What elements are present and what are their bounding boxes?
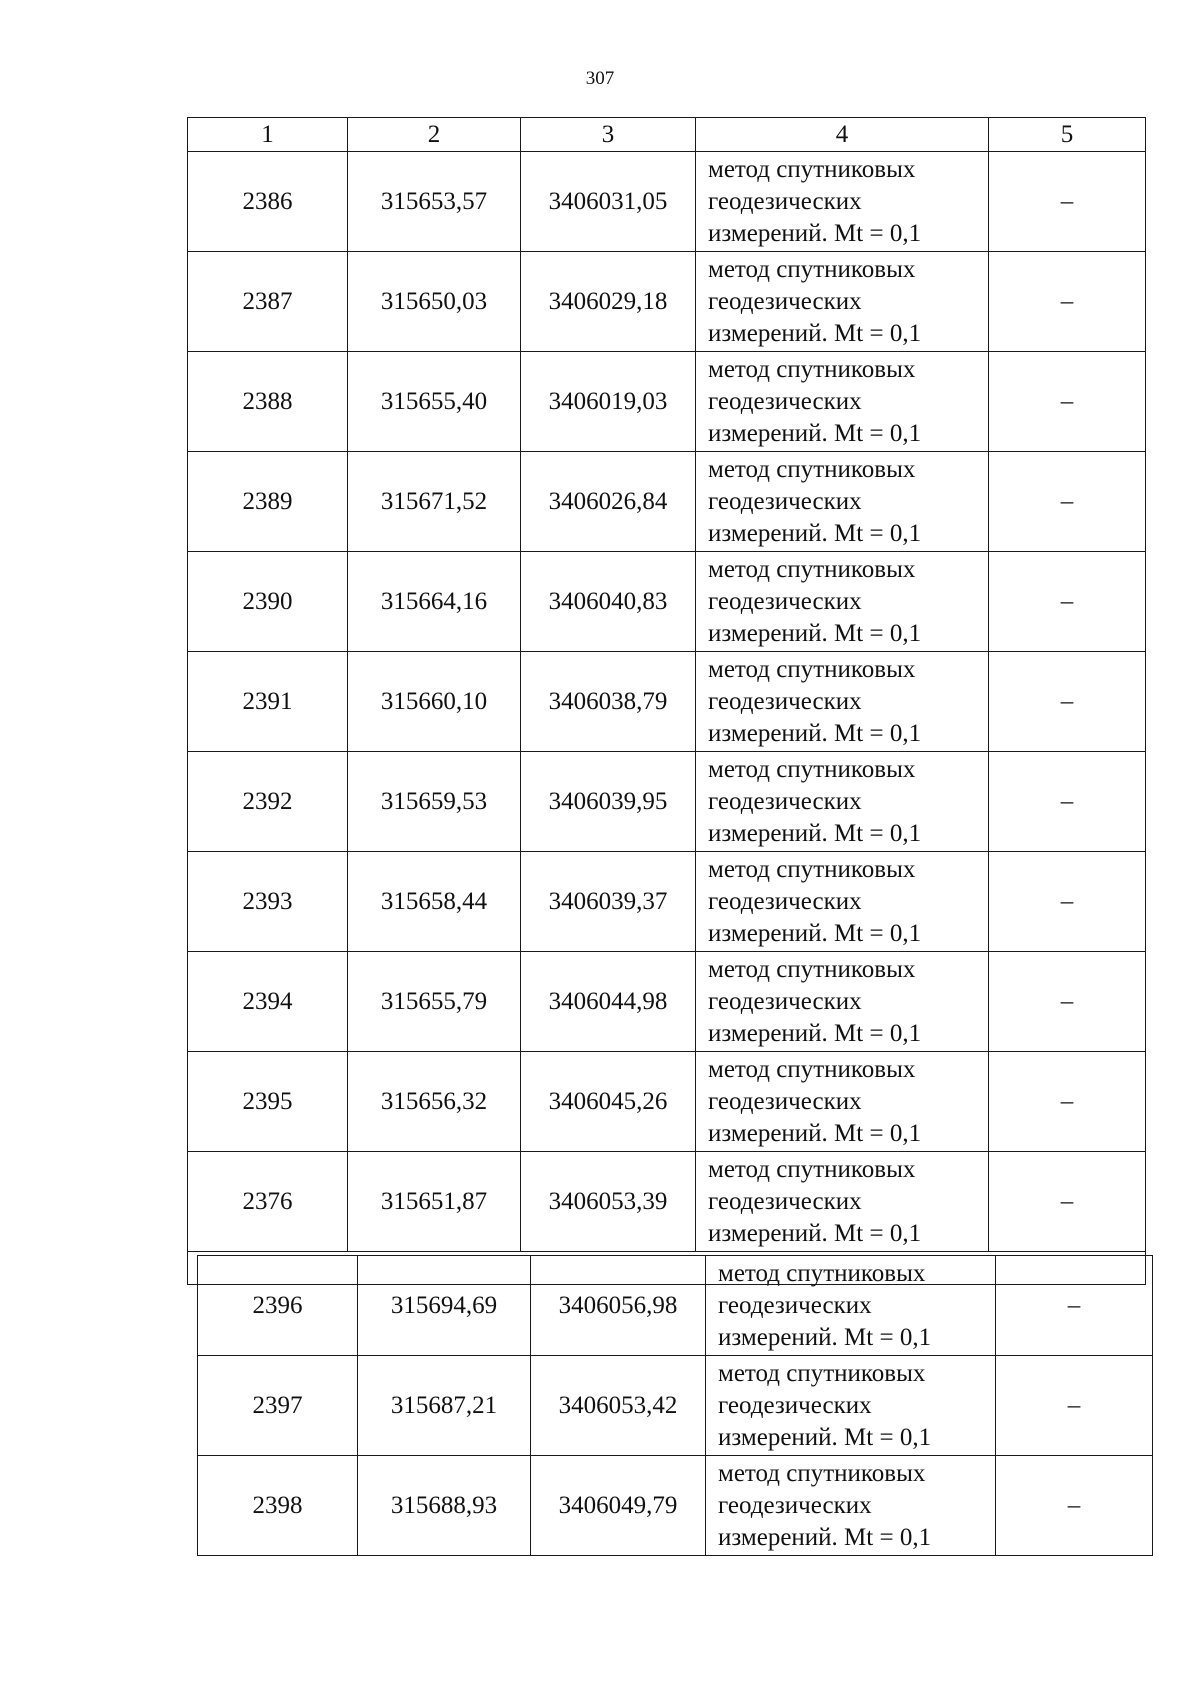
description-cell: – — [996, 1456, 1153, 1556]
y-coordinate-cell: 3406031,05 — [521, 152, 696, 252]
description-cell: – — [989, 752, 1146, 852]
x-coordinate-cell: 315655,79 — [348, 952, 521, 1052]
table-row — [188, 752, 1146, 852]
method-line: измерений. Mt = 0,1 — [708, 219, 922, 247]
description-cell: – — [989, 152, 1146, 252]
method-line: измерений. Mt = 0,1 — [708, 919, 922, 947]
method-line: метод спутниковых — [708, 355, 916, 383]
table-row — [198, 1256, 1153, 1356]
method-line: геодезических — [708, 1087, 862, 1115]
header-cell: 4 — [696, 118, 989, 152]
point-cell: 2396 — [198, 1256, 358, 1356]
x-coordinate-cell: 315688,93 — [358, 1456, 531, 1556]
description-cell: – — [989, 352, 1146, 452]
table-row — [188, 152, 1146, 252]
point-cell: 2391 — [188, 652, 348, 752]
y-coordinate-cell: 3406056,98 — [531, 1256, 706, 1356]
method-cell — [696, 952, 989, 1052]
method-line: измерений. Mt = 0,1 — [708, 1119, 922, 1147]
table-row — [188, 452, 1146, 552]
method-line: метод спутниковых — [708, 1155, 916, 1183]
y-coordinate-cell: 3406019,03 — [521, 352, 696, 452]
method-line: метод спутниковых — [708, 555, 916, 583]
method-line: геодезических — [708, 687, 862, 715]
description-cell: – — [989, 452, 1146, 552]
method-line: геодезических — [708, 487, 862, 515]
method-cell — [696, 1152, 989, 1252]
table-row — [198, 1356, 1153, 1456]
table-row — [188, 652, 1146, 752]
description-cell: – — [989, 1152, 1146, 1252]
table-row — [188, 852, 1146, 952]
method-line: геодезических — [718, 1291, 872, 1319]
table-header-row — [188, 118, 1146, 152]
table-row — [188, 552, 1146, 652]
point-cell: 2376 — [188, 1152, 348, 1252]
x-coordinate-cell: 315664,16 — [348, 552, 521, 652]
coordinates-table-continued — [197, 1255, 1153, 1556]
method-line: геодезических — [708, 287, 862, 315]
method-line: метод спутниковых — [708, 655, 916, 683]
method-line: геодезических — [718, 1391, 872, 1419]
table-row — [188, 1152, 1146, 1252]
description-cell: – — [989, 652, 1146, 752]
method-line: геодезических — [708, 187, 862, 215]
method-cell — [696, 152, 989, 252]
table-row — [188, 1052, 1146, 1152]
point-cell: 2387 — [188, 252, 348, 352]
x-coordinate-cell: 315655,40 — [348, 352, 521, 452]
method-line: измерений. Mt = 0,1 — [708, 419, 922, 447]
table-row — [188, 252, 1146, 352]
method-line: геодезических — [708, 587, 862, 615]
table-row — [188, 952, 1146, 1052]
method-line: метод спутниковых — [708, 1055, 916, 1083]
header-cell: 1 — [188, 118, 348, 152]
method-line: геодезических — [718, 1491, 872, 1519]
method-line: измерений. Mt = 0,1 — [708, 619, 922, 647]
coordinates-table — [187, 117, 1146, 1285]
x-coordinate-cell: 315694,69 — [358, 1256, 531, 1356]
point-cell: 2393 — [188, 852, 348, 952]
x-coordinate-cell: 315671,52 — [348, 452, 521, 552]
method-cell — [706, 1456, 996, 1556]
method-line: измерений. Mt = 0,1 — [708, 1019, 922, 1047]
y-coordinate-cell: 3406026,84 — [521, 452, 696, 552]
method-cell — [696, 352, 989, 452]
x-coordinate-cell: 315651,87 — [348, 1152, 521, 1252]
page-number: 307 — [585, 68, 615, 89]
method-line: метод спутниковых — [708, 155, 916, 183]
description-cell: – — [989, 1052, 1146, 1152]
method-line: измерений. Mt = 0,1 — [718, 1323, 932, 1351]
method-cell — [696, 1052, 989, 1152]
point-cell: 2386 — [188, 152, 348, 252]
y-coordinate-cell: 3406053,42 — [531, 1356, 706, 1456]
method-cell — [696, 852, 989, 952]
x-coordinate-cell: 315687,21 — [358, 1356, 531, 1456]
description-cell: – — [989, 552, 1146, 652]
point-cell: 2392 — [188, 752, 348, 852]
y-coordinate-cell: 3406053,39 — [521, 1152, 696, 1252]
method-line: измерений. Mt = 0,1 — [708, 519, 922, 547]
method-line: метод спутниковых — [718, 1359, 926, 1387]
x-coordinate-cell: 315659,53 — [348, 752, 521, 852]
method-line: измерений. Mt = 0,1 — [708, 719, 922, 747]
description-cell: – — [996, 1356, 1153, 1456]
header-cell: 2 — [348, 118, 521, 152]
y-coordinate-cell: 3406039,95 — [521, 752, 696, 852]
point-cell: 2390 — [188, 552, 348, 652]
x-coordinate-cell: 315658,44 — [348, 852, 521, 952]
method-line: метод спутниковых — [708, 955, 916, 983]
method-line: метод спутниковых — [718, 1259, 926, 1287]
y-coordinate-cell: 3406039,37 — [521, 852, 696, 952]
method-line: геодезических — [708, 887, 862, 915]
description-cell: – — [989, 252, 1146, 352]
point-cell: 2388 — [188, 352, 348, 452]
method-line: геодезических — [708, 987, 862, 1015]
method-line: метод спутниковых — [708, 855, 916, 883]
point-cell: 2389 — [188, 452, 348, 552]
table-row — [188, 352, 1146, 452]
x-coordinate-cell: 315650,03 — [348, 252, 521, 352]
method-line: метод спутниковых — [708, 255, 916, 283]
method-line: метод спутниковых — [708, 755, 916, 783]
method-cell — [696, 452, 989, 552]
method-cell — [696, 252, 989, 352]
y-coordinate-cell: 3406044,98 — [521, 952, 696, 1052]
description-cell: – — [996, 1256, 1153, 1356]
method-line: метод спутниковых — [708, 455, 916, 483]
description-cell: – — [989, 952, 1146, 1052]
y-coordinate-cell: 3406038,79 — [521, 652, 696, 752]
method-cell — [696, 552, 989, 652]
method-line: измерений. Mt = 0,1 — [718, 1423, 932, 1451]
x-coordinate-cell: 315653,57 — [348, 152, 521, 252]
method-line: измерений. Mt = 0,1 — [708, 319, 922, 347]
method-line: измерений. Mt = 0,1 — [708, 819, 922, 847]
method-cell — [706, 1356, 996, 1456]
y-coordinate-cell: 3406045,26 — [521, 1052, 696, 1152]
method-cell — [706, 1256, 996, 1356]
table-row — [198, 1456, 1153, 1556]
method-line: измерений. Mt = 0,1 — [718, 1523, 932, 1551]
method-line: геодезических — [708, 1187, 862, 1215]
point-cell: 2397 — [198, 1356, 358, 1456]
point-cell: 2394 — [188, 952, 348, 1052]
header-cell: 5 — [989, 118, 1146, 152]
y-coordinate-cell: 3406049,79 — [531, 1456, 706, 1556]
x-coordinate-cell: 315660,10 — [348, 652, 521, 752]
description-cell: – — [989, 852, 1146, 952]
method-line: геодезических — [708, 787, 862, 815]
point-cell: 2395 — [188, 1052, 348, 1152]
x-coordinate-cell: 315656,32 — [348, 1052, 521, 1152]
method-cell — [696, 752, 989, 852]
method-line: метод спутниковых — [718, 1459, 926, 1487]
method-line: измерений. Mt = 0,1 — [708, 1219, 922, 1247]
point-cell: 2398 — [198, 1456, 358, 1556]
y-coordinate-cell: 3406029,18 — [521, 252, 696, 352]
header-cell: 3 — [521, 118, 696, 152]
method-line: геодезических — [708, 387, 862, 415]
method-cell — [696, 652, 989, 752]
y-coordinate-cell: 3406040,83 — [521, 552, 696, 652]
